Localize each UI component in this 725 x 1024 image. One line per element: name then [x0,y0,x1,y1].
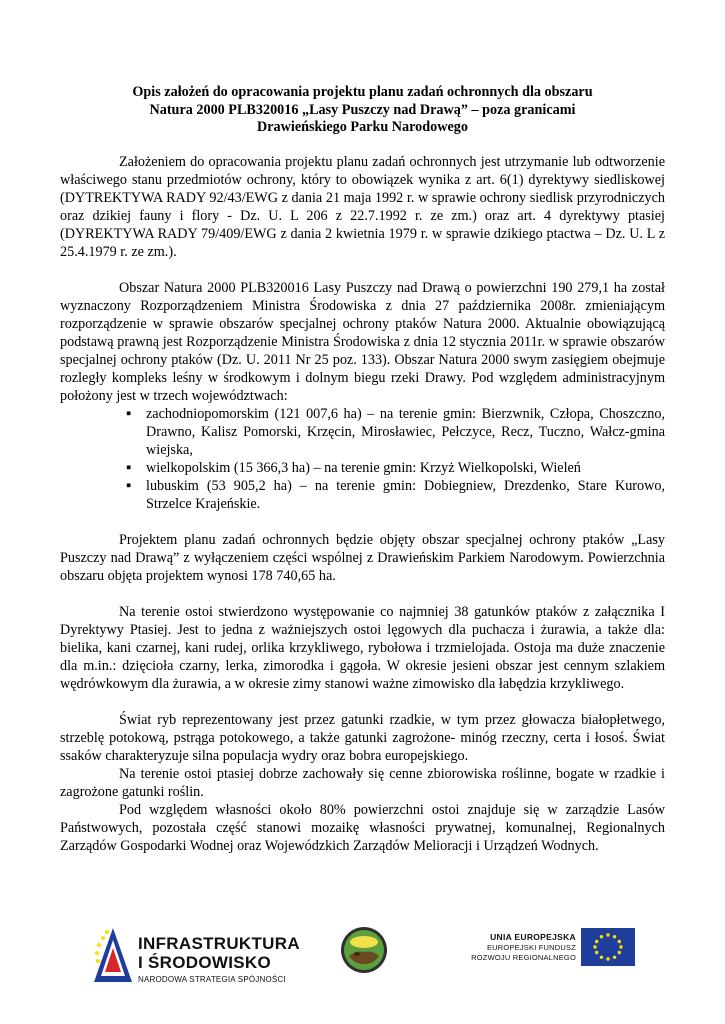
paragraph-fish-mammals: Świat ryb reprezentowany jest przez gatunki rzadkie, w tym przez głowacza białopłetwego, strzeblę potokową, pstrąga potokowego, a także gatunki zagrożone- minóg rzeczny, certa i łosoś. Świat ssaków charakteryzuje silna populacja wydry oraz bobra europejskiego. [60,712,665,764]
title-line-3: Drawieńskiego Parku Narodowego [257,119,468,135]
title-line-1: Opis założeń do opracowania projektu planu zadań ochronnych dla obszaru [132,84,593,100]
paragraph-goals: Założeniem do opracowania projektu planu zadań ochronnych jest utrzymanie lub odtworzenie właściwego stanu przedmiotów ochrony, który to obowiązek wynika z art. 6(1) dyrektywy siedliskowej (DYTREKTYWA RADY 92/43/EWG z dania 21 maja 1992 r. w sprawie ochrony siedlisk przyrodniczych oraz dzikiej fauny i flory - Dz. U. L 206 z 22.7.1992 r. ze zm.) oraz art. 4 dyrektywy ptasiej (DYREKTYWA RADY 79/409/EWG z dania 2 kwietnia 1979 r. w sprawie dzikiego ptactwa – Dz. U. L z 25.4.1979 r. ze zm.). [60,154,665,260]
eu-fund-label [440,932,576,962]
paragraph-plants: Na terenie ostoi ptasiej dobrze zachowały się cenne zbiorowiska roślinne, bogate w rzadkie i zagrożone gatunki roślin. [60,766,665,800]
national-park-emblem-icon [340,926,388,974]
voivodeship-list [60,405,665,513]
document-body [60,153,665,855]
eu-fund-line: EUROPEJSKI FUNDUSZ [486,943,576,952]
paragraph-birds: Na terenie ostoi stwierdzono występowanie co najmniej 38 gatunków ptaków z załącznika I Dyrektywy Ptasiej. Jest to jedna z ważniejszych ostoi lęgowych dla puchacza i żurawia, a także dla: bielika, kani czarnej, kani rudej, orlika krzykliwego, rybołowa i trzmielojada. Ostoja ma duże znaczenie dla m.in.: dzięcioła czarny, lerka, zimorodka i gągoła. W okresie jesieni obszar jest cennym szlakiem wędrówkowym dla żurawia, a w okresie zimy stanowi ważne zimowisko dla łabędzia krzykliwego. [60,604,665,692]
paragraph-project-scope: Projektem planu zadań ochronnych będzie objęty obszar specjalnej ochrony ptaków „Lasy Puszczy nad Drawą” z wyłączeniem części wspólnej z Drawieńskim Parkiem Narodowym. Powierzchnia obszaru objęta projektem wynosi 178 740,65 ha. [60,532,665,584]
list-item: ▪ lubuskim (53 905,2 ha) – na terenie gmin: Dobiegniew, Drezdenko, Stare Kurowo, Strzelce Krajeńskie. [146,477,665,513]
title-line-2: Natura 2000 PLB320016 „Lasy Puszczy nad Drawą” – poza granicami [149,101,576,118]
eu-regional-line: ROZWOJU REGIONALNEGO [471,953,576,962]
list-item: ▪ zachodniopomorskim (121 007,6 ha) – na terenie gmin: Bierzwnik, Człopa, Choszczno, Drawno, Kalisz Pomorski, Krzęcin, Mirosławiec, Pełczyce, Recz, Tuczno, Wałcz-gmina wiejska, [146,405,665,459]
eu-flag-icon [581,928,635,966]
eu-union-label: UNIA EUROPEJSKA [490,932,576,942]
document-title [60,84,665,137]
paragraph-ownership: Pod względem własności około 80% powierzchni ostoi znajduje się w zarządzie Lasów Państwowych, pozostała część stanowi mozaikę własności prywatnej, komunalnej, Regionalnych Zarządów Gospodarki Wodnej oraz Wojewódzkich Zarządów Melioracji i Urządzeń Wodnych. [60,802,665,854]
srodowisko-title: I ŚRODOWISKO [138,953,271,972]
infrastruktura-title: INFRASTRUKTURA [138,934,300,953]
footer-logos [0,910,725,1010]
infrastruktura-logo-icon [92,926,134,984]
strategy-subtitle: NARODOWA STRATEGIA SPÓJNOŚCI [138,975,286,984]
paragraph-area-description: Obszar Natura 2000 PLB320016 Lasy Puszczy nad Drawą o powierzchni 190 279,1 ha został wyznaczony Rozporządzeniem Ministra Środowiska z dnia 27 października 2008r. zmieniającym rozporządzenie w sprawie obszarów specjalnej ochrony ptaków Natura 2000. Aktualnie obowiązującą podstawą prawną jest Rozporządzenie Ministra Środowiska z dnia 12 stycznia 2011r. w sprawie obszarów specjalnej ochrony ptaków (Dz. U. 2011 Nr 25 poz. 133). Obszar Natura 2000 swym zasięgiem obejmuje rozległy kompleks leśny w środkowym i dolnym biegu rzeki Drawy. Pod względem administracyjnym położony jest w trzech województwach: [60,280,665,404]
infrastruktura-logo [92,924,300,986]
list-item: ▪ wielkopolskim (15 366,3 ha) – na terenie gmin: Krzyż Wielkopolski, Wieleń [146,459,665,477]
